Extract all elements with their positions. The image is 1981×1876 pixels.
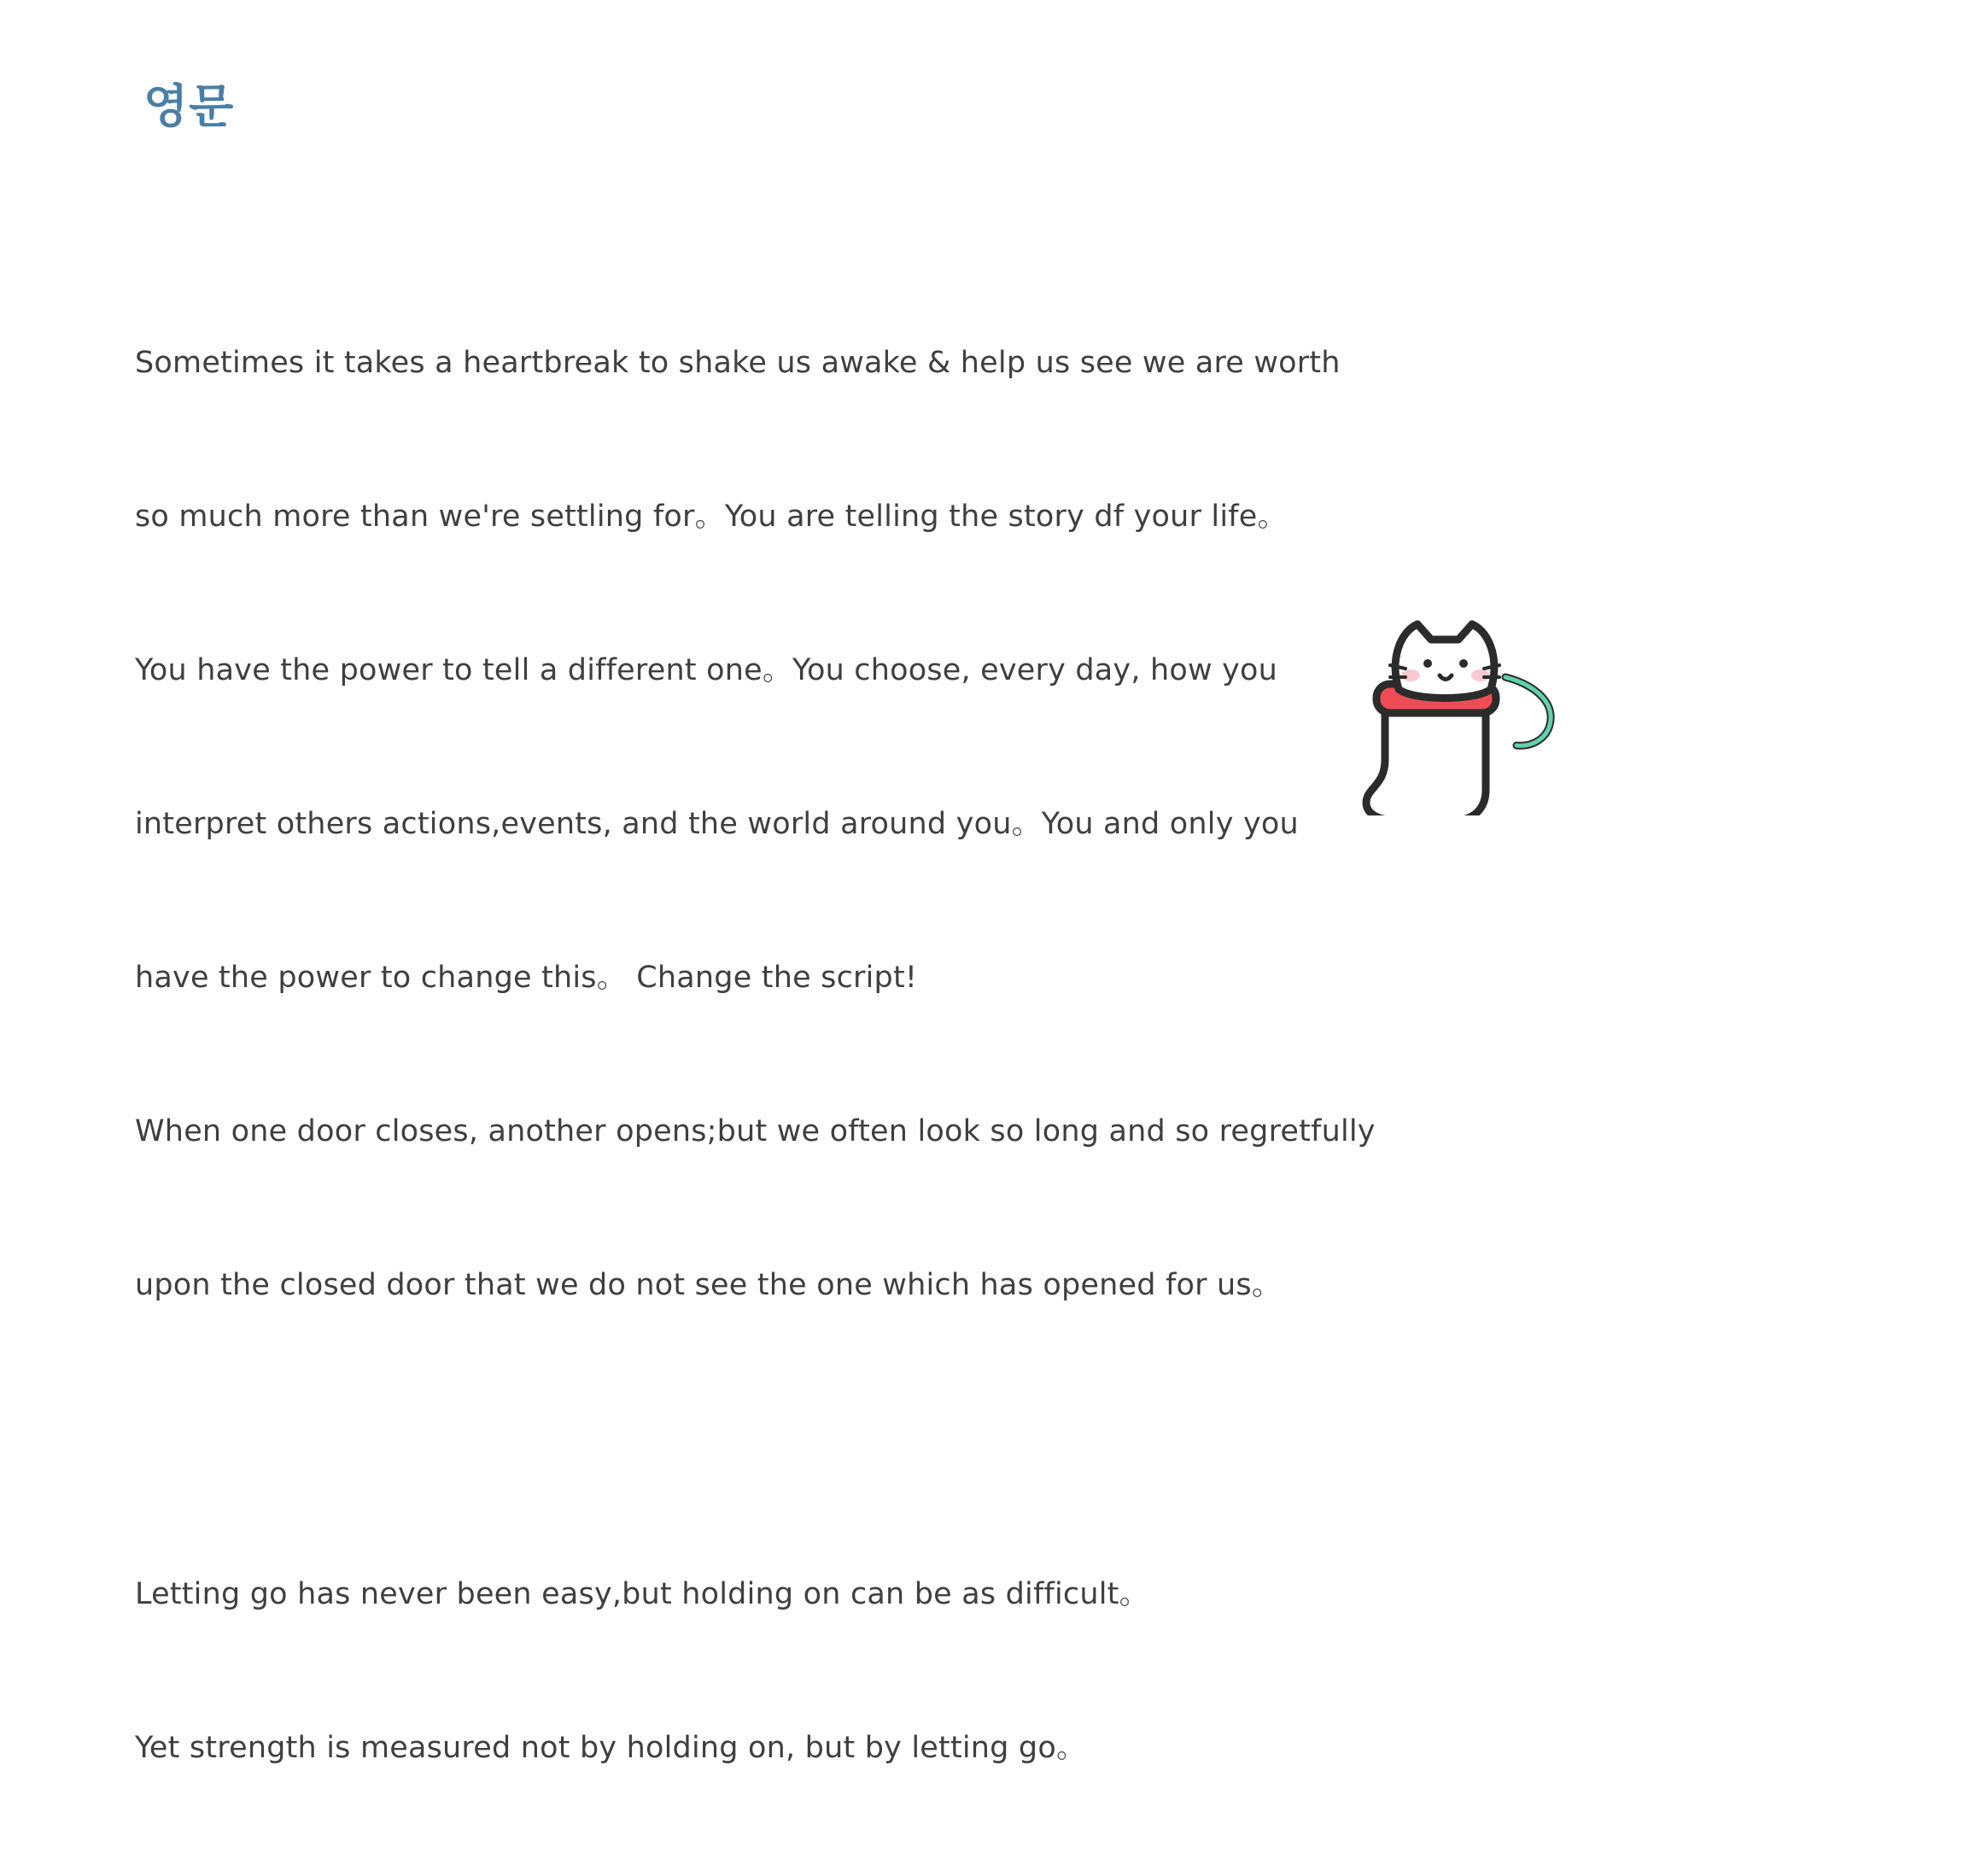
paragraph-2 (135, 1466, 1672, 1876)
text-line: upon the closed door that we do not see the one which has opened for us。 (135, 1268, 1283, 1302)
text-line: You have the power to tell a different one。You choose, every day, how you (135, 653, 1278, 687)
text-line: Yet strength is measured not by holding on, but by letting go。 (135, 1731, 1087, 1765)
text-line: Sometimes it takes a heartbreak to shake us awake & help us see we are worth (135, 346, 1341, 380)
cat-in-stocking-icon (1349, 611, 1580, 815)
paragraph-spacer (135, 1413, 1672, 1466)
text-line: When one door closes, another opens;but we often look so long and so regretfully (135, 1114, 1376, 1148)
text-line: have the power to change this。 Change the script! (135, 961, 918, 995)
page-title: 영문 (143, 79, 235, 133)
document-body (135, 235, 1672, 1876)
text-line: interpret others actions,events, and the world around you。You and only you (135, 807, 1299, 841)
text-line: Letting go has never been easy,but holding on can be as difficult。 (135, 1577, 1149, 1611)
paragraph-1 (135, 235, 1672, 1413)
text-line: so much more than we're settling for。You are telling the story df your life。 (135, 500, 1288, 534)
